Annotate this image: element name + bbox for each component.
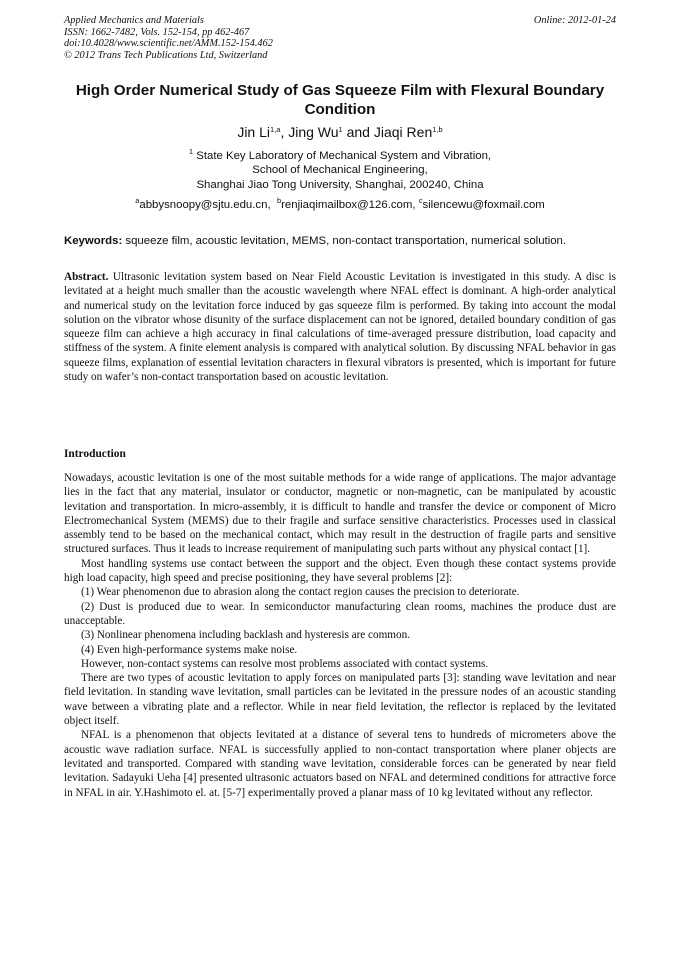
- doi-line: doi:10.4028/www.scientific.net/AMM.152-154.462: [64, 38, 273, 50]
- list-item: (4) Even high-performance systems make noise.: [81, 643, 298, 656]
- list-item: (2) Dust is produced due to wear. In semiconductor manufacturing clean rooms, machines the produce dust are unacceptable.: [64, 600, 616, 627]
- affiliation-line: School of Mechanical Engineering,: [252, 164, 428, 177]
- email-address[interactable]: renjiaqimailbox@126.com,: [281, 199, 416, 211]
- author-name: Jiaqi Ren: [373, 124, 433, 140]
- list-item: (1) Wear phenomenon due to abrasion along the contact region causes the precision to deteriorate.: [81, 586, 520, 599]
- author-list: Jin Li$^{1,a}$, Jing Wu$^1$ and Jiaqi Ren$^{1,b}$: [237, 124, 443, 140]
- paragraph: However, non-contact systems can resolve most problems associated with contact systems.: [81, 657, 489, 670]
- keywords: [64, 234, 616, 248]
- email-list: [64, 198, 616, 212]
- email-mark: a: [135, 196, 140, 205]
- author-affil-mark: 1,a: [270, 125, 281, 134]
- abstract-label: Abstract.: [64, 271, 109, 283]
- introduction-body: [64, 471, 616, 800]
- author-affil-mark: 1: [338, 125, 343, 134]
- keywords-label: Keywords:: [64, 235, 123, 247]
- email-mark: b: [276, 196, 282, 205]
- copyright-line: © 2012 Trans Tech Publications Ltd, Switzerland: [64, 49, 268, 61]
- paragraph: Nowadays, acoustic levitation is one of the most suitable methods for a wide range of applications. The major advantage lies in the fact that any material, insulator or conductor, magnetic or non-magnetic, can be manipulated by acoustic levitation and transportation. In micro-assembly, it is difficult to handle and transfer the device or component of Micro Electromechanical System (MEMS) due to their fragile and surface sensitive characteristics. Processes used in classical assembly tend to be based on the mechanical contact, which may result in the destruction of fragile parts and sensitive structured surfaces. Thus it leads to increase requirement of manipulating such parts without any physical contact [1].: [64, 472, 616, 556]
- affiliation-line: Shanghai Jiao Tong University, Shanghai, 200240, China: [196, 178, 484, 191]
- email-address[interactable]: abbysnoopy@sjtu.edu.cn,: [139, 199, 271, 211]
- author-name: Jin Li: [237, 124, 270, 140]
- email-address[interactable]: silencewu@foxmail.com: [422, 199, 545, 211]
- paragraph: Most handling systems use contact between the support and the object. Even though these contact systems provide high load capacity, high speed and precise positioning, they have several problems [2]:: [64, 557, 616, 585]
- keywords-text: squeeze film, acoustic levitation, MEMS, non-contact transportation, numerical solution.: [125, 235, 567, 247]
- abstract: [64, 270, 616, 384]
- journal-name: Applied Mechanics and Materials: [64, 15, 204, 26]
- author-name: Jing Wu: [288, 124, 339, 140]
- publication-header: [64, 15, 616, 61]
- affiliation: [64, 149, 616, 192]
- abstract-text: Ultrasonic levitation system based on Near Field Acoustic Levitation is investigated in this study. A disc is levitated at a height much smaller than the acoustic wavelength where NFAL effect is dominant. A high-order analytical and numerical study on the levitation force induced by gas squeeze film is performed. By taking into account the modal solution on the vibrator whose disunity of the surface displacement can not be ignored, detailed boundary condition of gas squeeze film can achieve a high accuracy in final calculations of time-averaged pressure distribution, load capacity and stiffness of the system. A finite element analysis is compared with analytical solution. By discussing NFAL behavior in gas squeeze films, explanation of essential levitation characters in flexural vibrators is presented, which is important for future study on wafer’s non-contact transportation based on acoustic levitation.: [64, 271, 617, 384]
- section-heading: Introduction: [64, 448, 126, 460]
- online-date: Online: 2012-01-24: [533, 15, 616, 26]
- author-affil-mark: 1,b: [432, 125, 443, 134]
- paragraph: NFAL is a phenomenon that objects levitated at a distance of several tens to hundreds of micrometers above the acoustic wave radiation surface. NFAL is successfully applied to non-contact transportation where planer objects are levitated and transported. Compared with standing wave levitation, considerable forces can be generated by near field levitation. Sadayuki Ueha [4] presented ultrasonic actuators based on NFAL and determined conditions for attractive force in NFAL in air. Y.Hashimoto el. at. [5-7] experimentally proved a planar mass of 10 kg levitated without any reflector.: [64, 729, 616, 799]
- paper-title: High Order Numerical Study of Gas Squeeze Film with Flexural Boundary Condition: [75, 82, 605, 118]
- paragraph: There are two types of acoustic levitation to apply forces on manipulated parts [3]: standing wave levitation and near field levitation. In standing wave levitation, small particles can be levitated in the pressure nodes of an acoustic standing wave between a vibrating plate and a reflector. While in near field levitation, the reflector is replaced by the levitated object itself.: [64, 672, 616, 728]
- affiliation-line: State Key Laboratory of Mechanical System and Vibration,: [196, 150, 492, 162]
- affiliation-mark: 1: [188, 147, 194, 156]
- issn-line: ISSN: 1662-7482, Vols. 152-154, pp 462-467: [64, 26, 250, 38]
- email-mark: c: [418, 196, 423, 205]
- list-item: (3) Nonlinear phenomena including backlash and hysteresis are common.: [81, 629, 410, 642]
